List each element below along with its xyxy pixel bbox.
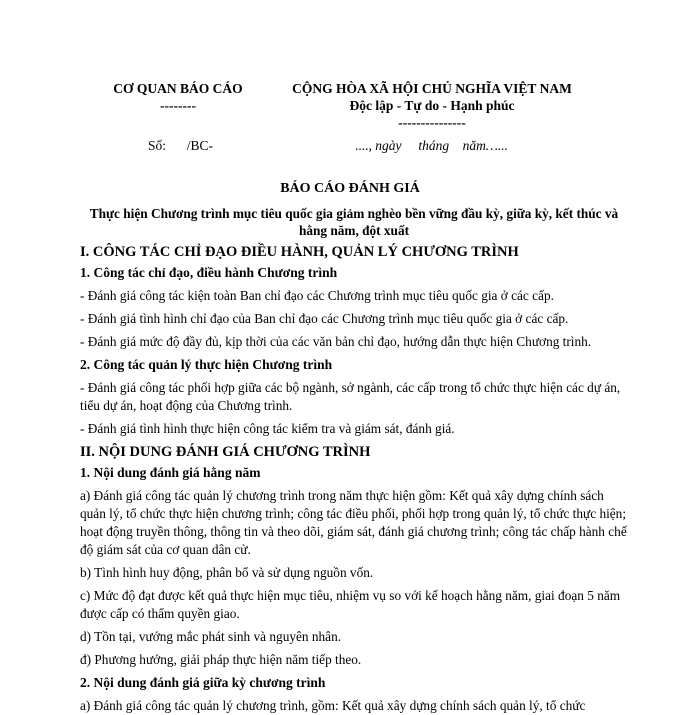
paragraph: a) Đánh giá công tác quản lý chương trình, gồm: Kết quả xây dựng chính sách quản lý, tổ chức	[80, 698, 586, 713]
paragraph: d) Tồn tại, vướng mắc phát sinh và nguyên nhân.	[80, 629, 342, 644]
motto: Độc lập - Tự do - Hạnh phúc	[349, 98, 515, 113]
section-heading: I. CÔNG TÁC CHỈ ĐẠO ĐIỀU HÀNH, QUẢN LÝ CHƯƠNG TRÌNH	[80, 244, 519, 260]
agency-block	[88, 80, 268, 114]
section-heading: II. NỘI DUNG ĐÁNH GIÁ CHƯƠNG TRÌNH	[80, 444, 371, 460]
number-value: /BC-	[186, 138, 214, 153]
country-name: CỘNG HÒA XÃ HỘI CHỦ NGHĨA VIỆT NAM	[292, 81, 572, 96]
doc-date	[355, 138, 508, 154]
subsection-heading: 2. Công tác quản lý thực hiện Chương trình	[80, 357, 333, 372]
paragraph: - Đánh giá tình hình chỉ đạo của Ban chỉ đạo các Chương trình mục tiêu quốc gia ở các cấp.	[80, 311, 569, 326]
paragraph: a) Đánh giá công tác quản lý chương trình trong năm thực hiện gồm: Kết quả xây dựng chính sách quản lý, tổ chức thực hiện chương trình; công tác điều phối, phối hợp trong quản lý, tổ chức thực hiện; hoạt động truyền thông, thông tin và theo dõi, giám sát, đánh giá chương trình; công tác chấp hành chế độ giám sát của cơ quan dân cử.	[80, 488, 627, 557]
doc-number	[148, 138, 213, 154]
paragraph: - Đánh giá công tác phối hợp giữa các bộ ngành, sở ngành, các cấp trong tổ chức thực hiện các dự án, tiểu dự án, hoạt động của Chương trình.	[80, 380, 621, 413]
paragraph: - Đánh giá tình hình thực hiện công tác kiểm tra và giám sát, đánh giá.	[80, 421, 455, 436]
date-text: ngày tháng năm…...	[375, 138, 508, 153]
subsection-heading: 2. Nội dung đánh giá giữa kỳ chương trình	[80, 675, 326, 690]
paragraph: c) Mức độ đạt được kết quả thực hiện mục tiêu, nhiệm vụ so với kế hoạch hằng năm, giai đoạn 5 năm được cấp có thẩm quyền giao.	[80, 588, 621, 621]
national-header	[272, 80, 592, 131]
motto-rule: ---------------	[398, 115, 466, 130]
number-label: Số:	[148, 138, 167, 153]
paragraph: b) Tình hình huy động, phân bổ và sử dụng nguồn vốn.	[80, 565, 374, 580]
agency-name: CƠ QUAN BÁO CÁO	[113, 81, 243, 96]
date-prefix: ....,	[355, 138, 372, 153]
paragraph: - Đánh giá mức độ đầy đủ, kịp thời của các văn bản chỉ đạo, hướng dẫn thực hiện Chương trình.	[80, 334, 592, 349]
report-subtitle: Thực hiện Chương trình mục tiêu quốc gia giảm nghèo bền vững đầu kỳ, giữa kỳ, kết thúc và hằng năm, đột xuất	[89, 206, 619, 238]
subsection-heading: 1. Công tác chỉ đạo, điều hành Chương trình	[80, 265, 338, 280]
document-body	[80, 243, 628, 715]
subsection-heading: 1. Nội dung đánh giá hằng năm	[80, 465, 261, 480]
agency-rule: --------	[160, 98, 196, 113]
report-title: BÁO CÁO ĐÁNH GIÁ	[280, 181, 420, 196]
paragraph: đ) Phương hướng, giải pháp thực hiện năm tiếp theo.	[80, 652, 362, 667]
paragraph: - Đánh giá công tác kiện toàn Ban chỉ đạo các Chương trình mục tiêu quốc gia ở các cấp.	[80, 288, 554, 303]
